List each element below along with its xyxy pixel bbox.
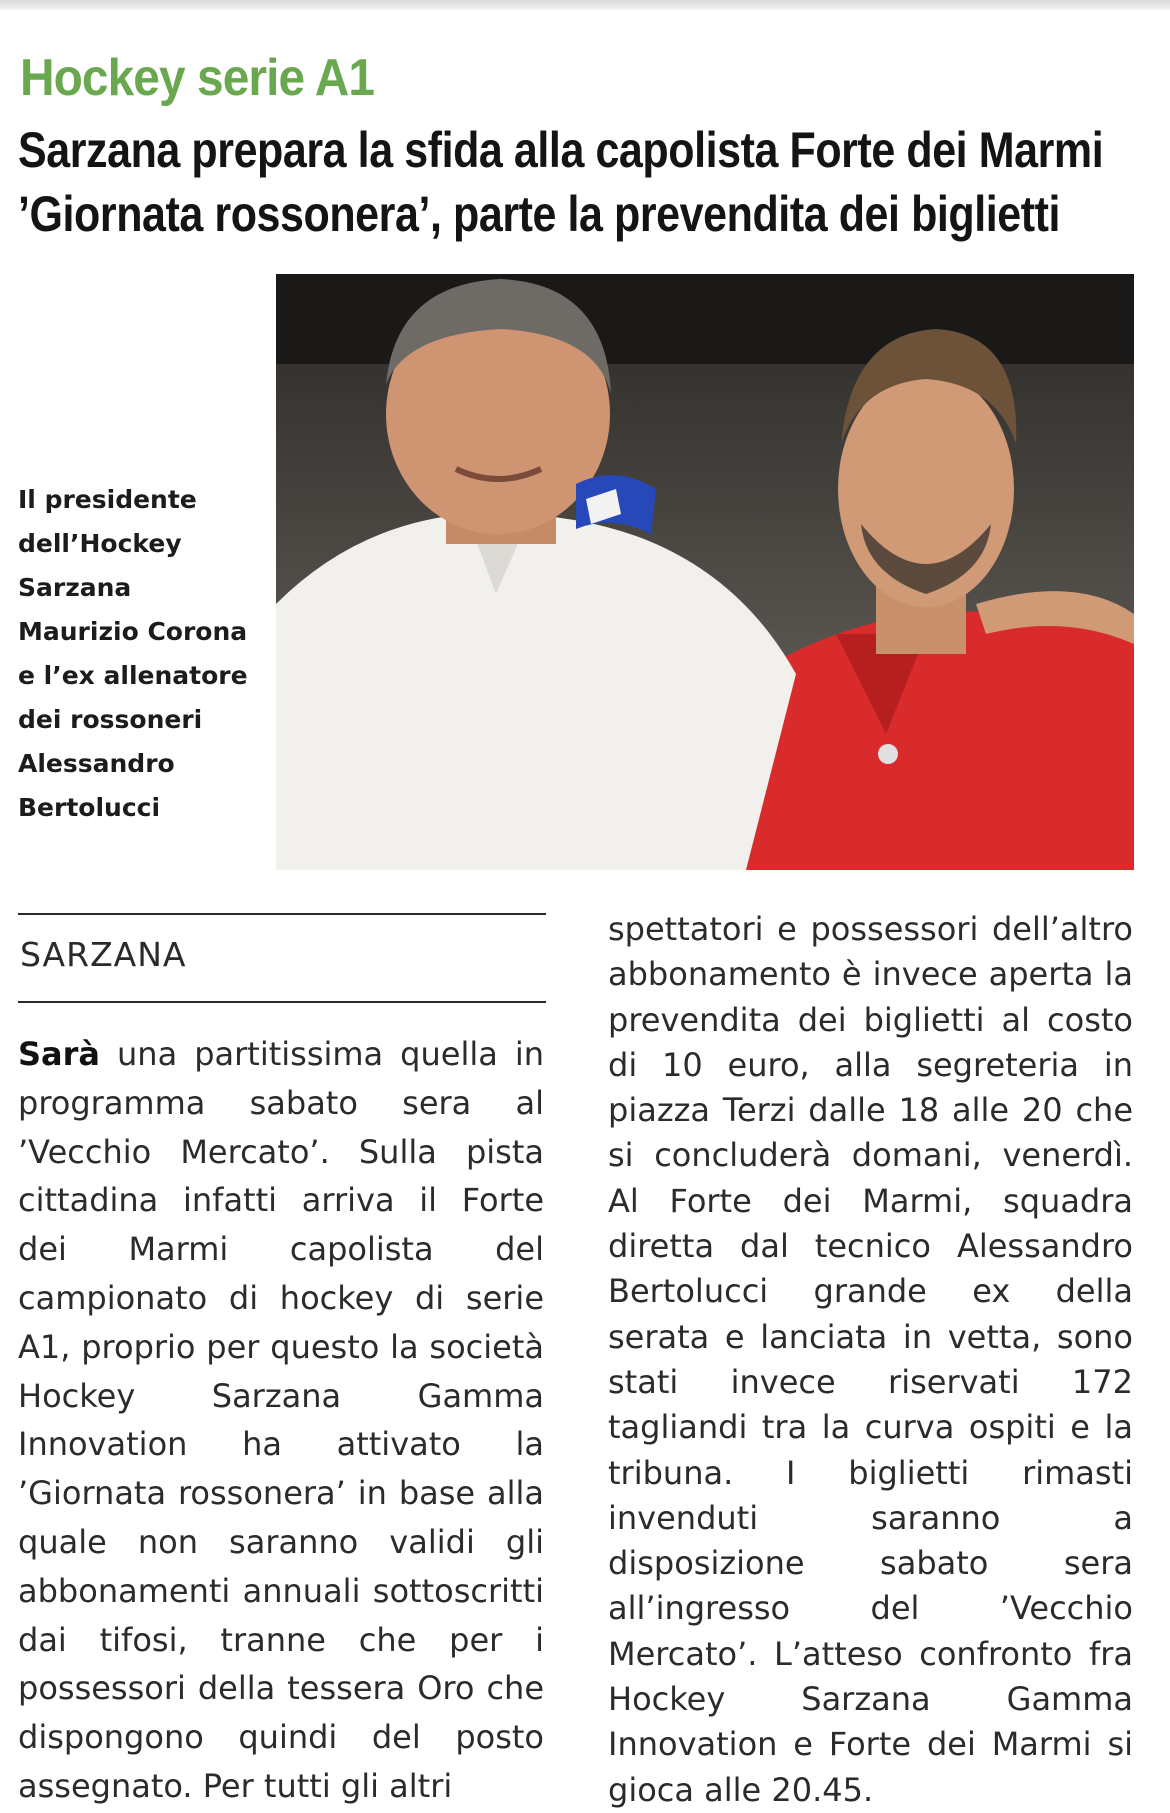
body-column-2 (608, 907, 1133, 1813)
divider-top (18, 913, 546, 915)
divider-bottom (18, 1001, 546, 1003)
photo-illustration (276, 274, 1134, 870)
headline-line-2: ’Giornata rossonera’, parte la prevendita dei biglietti (18, 186, 1061, 242)
photo-caption: Il presidente dell’Hockey Sarzana Maurizio Corona e l’ex allenatore dei rossoneri Alessandro Bertolucci (18, 485, 248, 822)
body-text-2: spettatori e possessori dell’altro abbonamento è invece aperta la prevendita dei biglietti al costo di 10 euro, alla segreteria in piazza Terzi dalle 18 alle 20 che si concluderà domani, venerdì. Al Forte dei Marmi, squadra diretta dal tecnico Alessandro Bertolucci grande ex della serata e lanciata in vetta, sono stati invece riservati 172 tagliandi tra la curva ospiti e la tribuna. I biglietti rimasti invenduti saranno a disposizione sabato sera all’ingresso del ’Vecchio Mercato’. L’atteso confronto fra Hockey Sarzana Gamma Innovation e Forte dei Marmi si gioca alle 20.45. (608, 910, 1133, 1809)
article-photo (276, 274, 1134, 870)
body-text-1: una partitissima quella in programma sabato sera al ’Vecchio Mercato’. Sulla pista cittadina infatti arriva il Forte dei Marmi capolista del campionato di hockey di serie A1, proprio per questo la società Hockey Sarzana Gamma Innovation ha attivato la ’Giornata rossonera’ in base alla quale non saranno validi gli abbonamenti annuali sottoscritti dai tifosi, tranne che per i possessori della tessera Oro che dispongono quindi del posto assegnato. Per tutti gli altri (18, 1035, 544, 1805)
headline (18, 118, 1136, 246)
dateline: SARZANA (20, 935, 187, 974)
body-column-1 (18, 1030, 544, 1811)
headline-line-1: Sarzana prepara la sfida alla capolista Forte dei Marmi (18, 122, 1104, 178)
top-shadow-bar (0, 0, 1170, 10)
section-title: Hockey serie A1 (20, 49, 375, 107)
lead-word: Sarà (18, 1035, 101, 1073)
